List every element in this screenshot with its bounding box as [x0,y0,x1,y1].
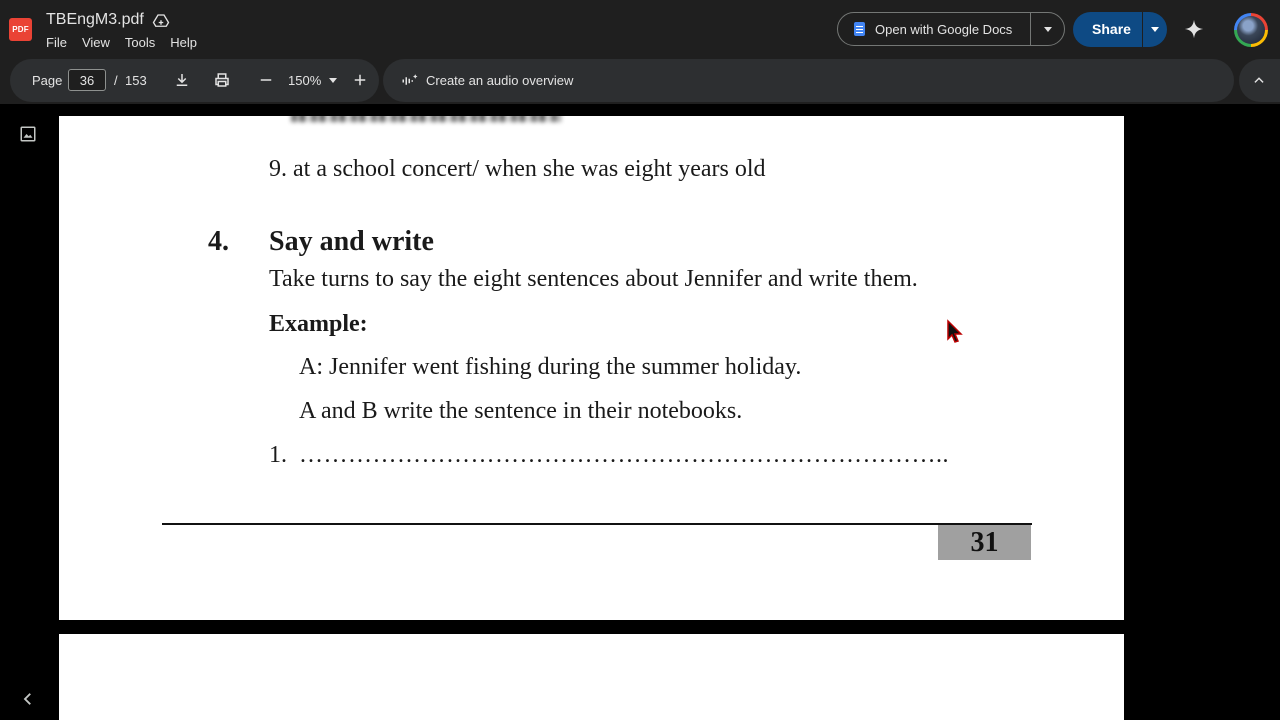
gemini-sparkle-icon[interactable] [1184,19,1204,39]
collapse-toolbar-button[interactable] [1239,59,1280,102]
menu-tools[interactable]: Tools [124,35,156,50]
answer-line-dots: …………………………………………………………………….. [299,442,949,468]
section-title: Say and write [269,226,434,257]
example-label: Example: [269,311,368,337]
title-bar [0,0,1280,58]
example-sentence-b: A and B write the sentence in their notebooks. [299,398,743,424]
page-number-input[interactable] [68,69,106,91]
example-sentence-a: A: Jennifer went fishing during the summer holiday. [299,354,802,380]
menu-bar [46,35,212,50]
pdf-next-page [59,634,1124,720]
audio-sparkle-icon [401,72,419,90]
zoom-in-icon[interactable] [351,71,369,89]
zoom-out-icon[interactable] [257,71,275,89]
document-title[interactable]: TBEngM3.pdf [46,11,144,28]
zoom-level[interactable]: 150% [288,73,322,88]
open-with-google-docs-button[interactable] [838,13,1031,45]
section-instruction: Take turns to say the eight sentences about Jennifer and write them. [269,266,918,292]
answer-line-number: 1. [269,442,287,468]
audio-overview-button[interactable] [383,59,1234,102]
caret-down-icon [1151,27,1159,32]
footer-rule [162,523,1032,525]
section-number: 4. [208,226,229,257]
image-icon[interactable] [19,125,37,143]
menu-view[interactable]: View [81,35,110,50]
page-number-badge: 31 [938,525,1031,560]
audio-overview-label: Create an audio overview [426,73,574,88]
menu-file[interactable]: File [46,35,67,50]
chevron-left-icon[interactable] [19,690,37,708]
download-icon[interactable] [173,71,191,89]
mouse-cursor-icon [946,319,964,345]
share-button[interactable]: Share [1073,12,1143,47]
open-with-label: Open with Google Docs [875,21,1013,37]
open-with-dropdown-button[interactable] [1031,27,1064,32]
pdf-toolbar [10,59,379,102]
caret-down-icon [1044,27,1052,32]
share-control [1073,12,1167,47]
print-icon[interactable] [213,71,231,89]
chevron-up-icon [1252,73,1266,87]
pdf-page [59,116,1124,620]
google-docs-icon [854,22,865,36]
zoom-dropdown-icon[interactable] [329,78,337,83]
open-with-google-docs [837,12,1065,46]
page-label: Page [32,73,63,88]
list-item-9: 9. at a school concert/ when she was eight years old [269,156,766,182]
pdf-file-icon: PDF [9,18,32,41]
cropped-text-line [291,116,561,122]
share-dropdown-button[interactable] [1143,27,1167,32]
page-total: 153 [125,73,147,88]
page-separator: / [114,73,118,88]
avatar[interactable] [1234,13,1268,47]
add-to-drive-icon[interactable] [152,12,170,30]
menu-help[interactable]: Help [170,35,198,50]
